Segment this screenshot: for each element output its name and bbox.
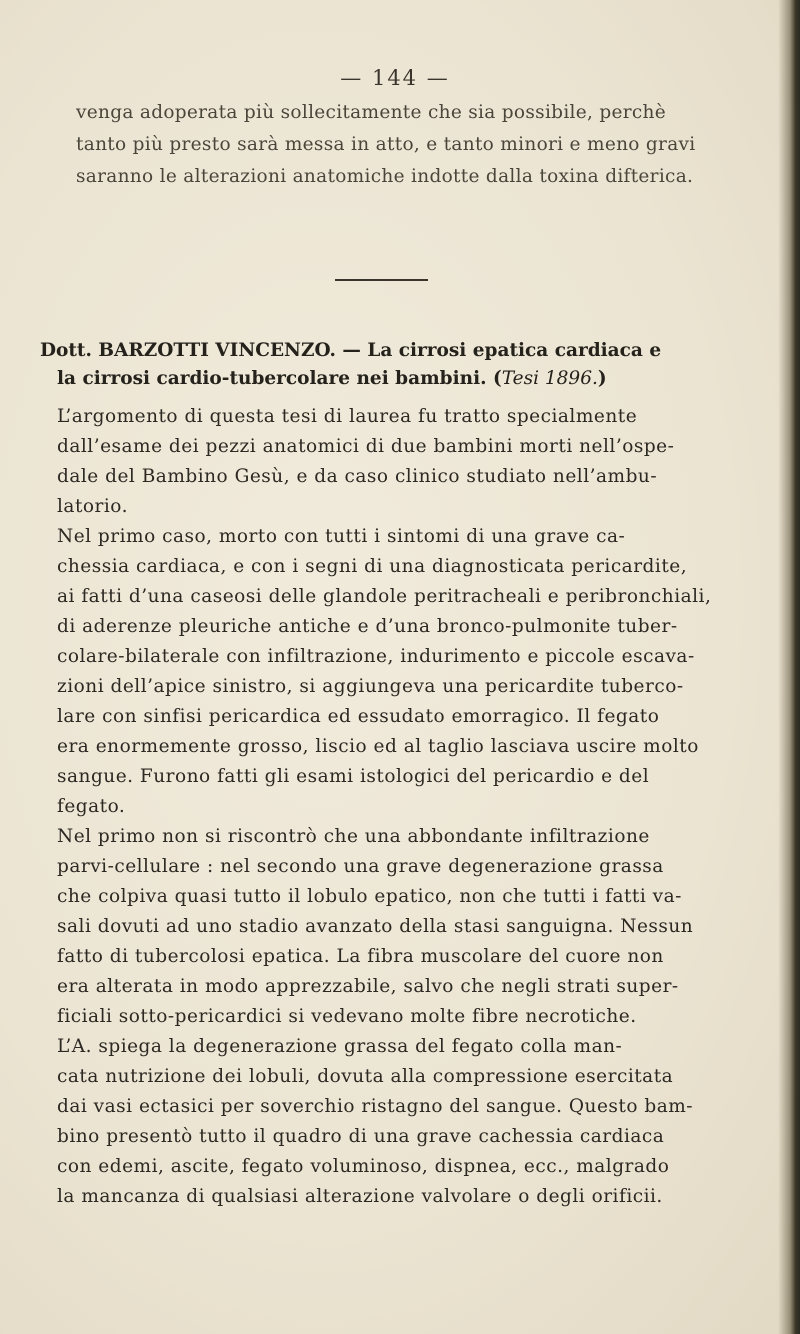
body-line: di aderenze pleuriche antiche e d’una bronco-pulmonite tuber- (57, 616, 678, 637)
body-line: zioni dell’apice sinistro, si aggiungeva una pericardite tuberco- (57, 676, 684, 697)
body-line: con edemi, ascite, fegato voluminoso, dispnea, ecc., malgrado (57, 1156, 670, 1177)
body-line: lare con sinfisi pericardica ed essudato emorragico. Il fegato (57, 706, 660, 727)
body-line: ficiali sotto-pericardici si vedevano molte fibre necrotiche. (57, 1006, 637, 1027)
body-line: sali dovuti ad uno stadio avanzato della stasi sanguigna. Nessun (57, 916, 694, 937)
body-line: era alterata in modo apprezzabile, salvo che negli strati super- (57, 976, 679, 997)
body-line: cata nutrizione dei lobuli, dovuta alla compressione esercitata (57, 1066, 674, 1087)
body-line: ai fatti d’una caseosi delle glandole peritracheali e peribronchiali, (57, 586, 712, 607)
body-line: latorio. (57, 496, 128, 517)
body-line: L’A. spiega la degenerazione grassa del fegato colla man- (57, 1036, 623, 1057)
body-line: la mancanza di qualsiasi alterazione valvolare o degli orificii. (57, 1186, 663, 1207)
page-edge-shadow (778, 0, 800, 1334)
article-heading-line-2 (57, 368, 607, 389)
body-line: dall’esame dei pezzi anatomici di due bambini morti nell’ospe- (57, 436, 675, 457)
article-heading-line-1: Dott. BARZOTTI VINCENZO. — La cirrosi epatica cardiaca e (40, 340, 662, 361)
intro-line: saranno le alterazioni anatomiche indotte dalla toxina difterica. (76, 166, 694, 187)
heading-close-paren: ) (597, 368, 607, 389)
heading-title-end: la cirrosi cardio-tubercolare nei bambini. ( (57, 368, 502, 389)
body-line: Nel primo non si riscontrò che una abbondante infiltrazione (57, 826, 650, 847)
heading-year: Tesi 1896. (501, 368, 598, 389)
body-line: chessia cardiaca, e con i segni di una diagnosticata pericardite, (57, 556, 688, 577)
body-line: L’argomento di questa tesi di laurea fu tratto specialmente (57, 406, 638, 427)
body-line: Nel primo caso, morto con tutti i sintomi di una grave ca- (57, 526, 626, 547)
page-number: — 144 — (340, 66, 450, 90)
body-line: fatto di tubercolosi epatica. La fibra muscolare del cuore non (57, 946, 664, 967)
section-divider (335, 279, 428, 281)
body-line: dale del Bambino Gesù, e da caso clinico studiato nell’ambu- (57, 466, 658, 487)
intro-line: venga adoperata più sollecitamente che sia possibile, perchè (76, 102, 667, 123)
body-line: era enormemente grosso, liscio ed al taglio lasciava uscire molto (57, 736, 699, 757)
intro-line: tanto più presto sarà messa in atto, e tanto minori e meno gravi (76, 134, 696, 155)
body-line: che colpiva quasi tutto il lobulo epatico, non che tutti i fatti va- (57, 886, 682, 907)
body-line: colare-bilaterale con infiltrazione, indurimento e piccole escava- (57, 646, 695, 667)
body-line: bino presentò tutto il quadro di una grave cachessia cardiaca (57, 1126, 665, 1147)
body-line: sangue. Furono fatti gli esami istologici del pericardio e del (57, 766, 650, 787)
body-line: fegato. (57, 796, 126, 817)
body-line: dai vasi ectasici per soverchio ristagno del sangue. Questo bam- (57, 1096, 694, 1117)
body-line: parvi-cellulare : nel secondo una grave degenerazione grassa (57, 856, 664, 877)
